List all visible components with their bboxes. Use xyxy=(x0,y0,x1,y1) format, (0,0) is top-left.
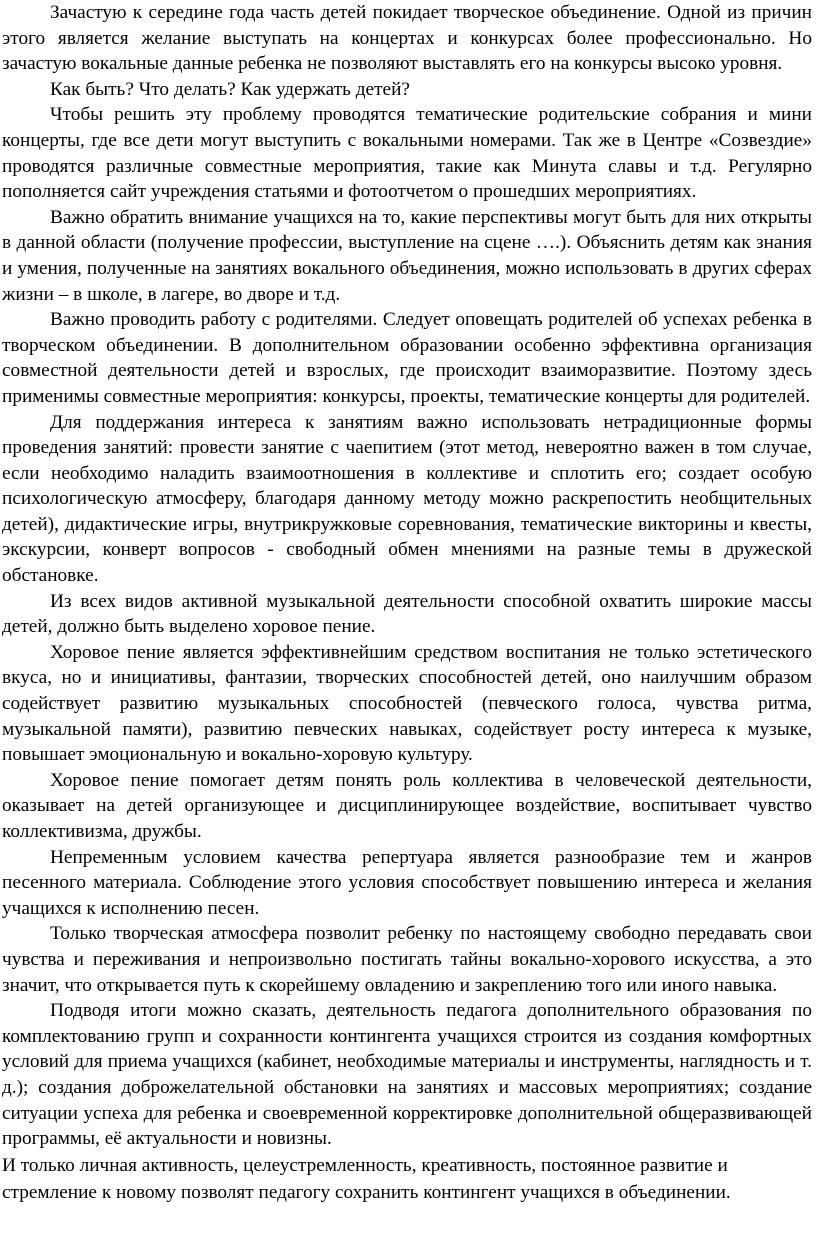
paragraph-summary: Подводя итоги можно сказать, деятельность педагога дополнительного образования по комплектованию групп и сохранности контингента учащихся строится из создания комфортных условий для приема учащихся (кабинет, необходимые материалы и инструменты, наглядность и т. д.); создания доброжелательной обстановки на занятиях и массовых мероприятиях; создание ситуации успеха для ребенка и своевременной корректировке дополнительной общеразвивающей программы, её актуальности и новизны. xyxy=(2,1000,812,1150)
paragraph-choral-singing-intro: Из всех видов активной музыкальной деятельности способной охватить широкие массы детей, должно быть выделено хоровое пение. xyxy=(2,590,812,638)
paragraph-nontraditional-forms: Для поддержания интереса к занятиям важно использовать нетрадиционные формы проведения занятий: провести занятие с чаепитием (этот метод, невероятно важен в том случае, если необходимо наладить взаимоотношения в коллективе и сплотить его; создает особую психологическую атмосферу, благодаря данному методу можно раскрепостить необщительных детей), дидактические игры, внутрикружковые соревнования, тематические викторины и квесты, экскурсии, конверт вопросов - свободный обмен мнениями на разные темы в дружеской обстановке. xyxy=(2,411,812,587)
paragraph-repertoire: Непременным условием качества репертуара является разнообразие тем и жанров песенного материала. Соблюдение этого условия способствует повышению интереса и желания учащихся к исполнению песен. xyxy=(2,846,812,919)
paragraph-collective-role: Хоровое пение помогает детям понять роль коллектива в человеческой деятельности, оказывает на детей организующее и дисциплинирующее воздействие, воспитывает чувство коллективизма, дружбы. xyxy=(2,769,812,842)
closing-line-1: И только личная активность, целеустремленность, креативность, постоянное развитие и xyxy=(2,1154,728,1176)
paragraph-work-with-parents: Важно проводить работу с родителями. Следует оповещать родителей об успехах ребенка в творческом объединении. В дополнительном образовании особенно эффективна организация совместной деятельности детей и взрослых, где происходит взаиморазвитие. Поэтому здесь применимы совместные мероприятия: конкурсы, проекты, тематические концерты для родителей. xyxy=(2,309,812,407)
paragraph-perspectives: Важно обратить внимание учащихся на то, какие перспективы могут быть для них открыты в данной области (получение профессии, выступление на сцене ….). Объяснить детям как знания и умения, полученные на занятиях вокального объединения, можно использовать в других сферах жизни – в школе, в лагере, во дворе и т.д. xyxy=(2,206,812,305)
paragraph-questions: Как быть? Что делать? Как удержать детей? xyxy=(50,78,410,100)
paragraph-choral-singing-benefits: Хоровое пение является эффективнейшим средством воспитания не только эстетического вкуса, но и инициативы, фантазии, творческих способностей детей, оно наилучшим образом содействует развитию музыкальных способностей (певческого голоса, чувства ритма, музыкальной памяти), развитию певческих навыках, содействует росту интереса к музыке, повышает эмоциональную и вокально-хоровую культуру. xyxy=(2,641,812,766)
paragraph-parent-meetings: Чтобы решить эту проблему проводятся тематические родительские собрания и мини концерты, где все дети могут выступить с вокальными номерами. Так же в Центре «Созвездие» проводятся различные совместные мероприятия, такие как Минута славы и т.д. Регулярно пополняется сайт учреждения статьями и фотоотчетом о прошедших мероприятиях. xyxy=(2,104,812,203)
closing-line-2: стремление к новому позволят педагогу сохранить контингент учащихся в объединении. xyxy=(2,1181,731,1203)
paragraph-mid-year-dropout: Зачастую к середине года часть детей покидает творческое объединение. Одной из причин этого является желание выступать на концертах и конкурсах более профессионально. Но зачастую вокальные данные ребенка не позволяют выставлять его на конкурсы высоко уровня. xyxy=(2,2,812,75)
paragraph-creative-atmosphere: Только творческая атмосфера позволит ребенку по настоящему свободно передавать свои чувства и переживания и непроизвольно постигать тайны вокально-хорового искусства, а это значит, что открывается путь к скорейшему овладению и закреплению того или иного навыка. xyxy=(2,923,812,996)
